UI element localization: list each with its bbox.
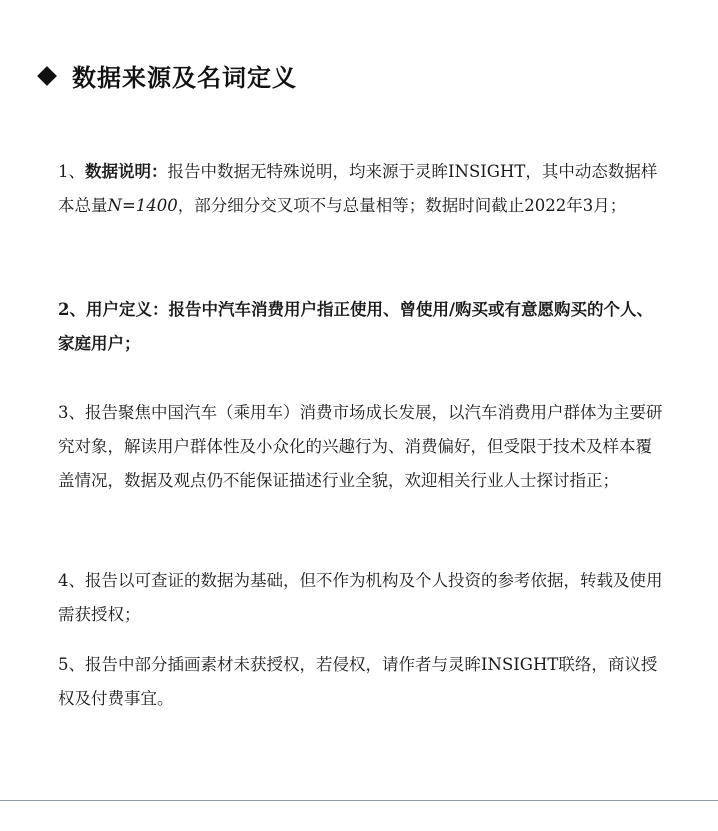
diamond-bullet-icon: [37, 66, 57, 86]
paragraph-number: 2、: [58, 300, 86, 319]
paragraph-user-definition: [58, 293, 668, 361]
sample-size: N=1400: [107, 196, 178, 215]
paragraph-number: 1、: [58, 162, 85, 181]
user-definition-label: 用户定义：: [85, 300, 169, 319]
paragraph-text: 报告中数据无特殊说明，均来源于灵眸INSIGHT，其中动态数据样本总量: [58, 162, 658, 215]
paragraph-data-description: [58, 155, 668, 223]
section-header: [36, 58, 297, 93]
footer-divider: [0, 800, 718, 801]
paragraph-illustration-copyright: 5、报告中部分插画素材未获授权，若侵权，请作者与灵眸INSIGHT联络，商议授权及付费事宜。: [58, 655, 658, 708]
page-title: 数据来源及名词定义: [72, 64, 297, 92]
data-description-label: 数据说明：: [85, 162, 168, 181]
paragraph-data-basis: 4、报告以可查证的数据为基础，但不作为机构及个人投资的参考依据，转载及使用需获授权；: [58, 571, 663, 624]
paragraph-report-focus: 3、报告聚焦中国汽车（乘用车）消费市场成长发展，以汽车消费用户群体为主要研究对象，解读用户群体性及小众化的兴趣行为、消费偏好，但受限于技术及样本覆盖情况，数据及观点仍不能保证描述行业全貌，欢迎相关行业人士探讨指正；: [58, 403, 663, 490]
paragraph-text: 报告中汽车消费用户指正使用、曾使用/购买或有意愿购买的个人、家庭用户；: [58, 300, 654, 353]
paragraph-text: ，部分细分交叉项不与总量相等；数据时间截止2022年3月；: [177, 196, 627, 215]
